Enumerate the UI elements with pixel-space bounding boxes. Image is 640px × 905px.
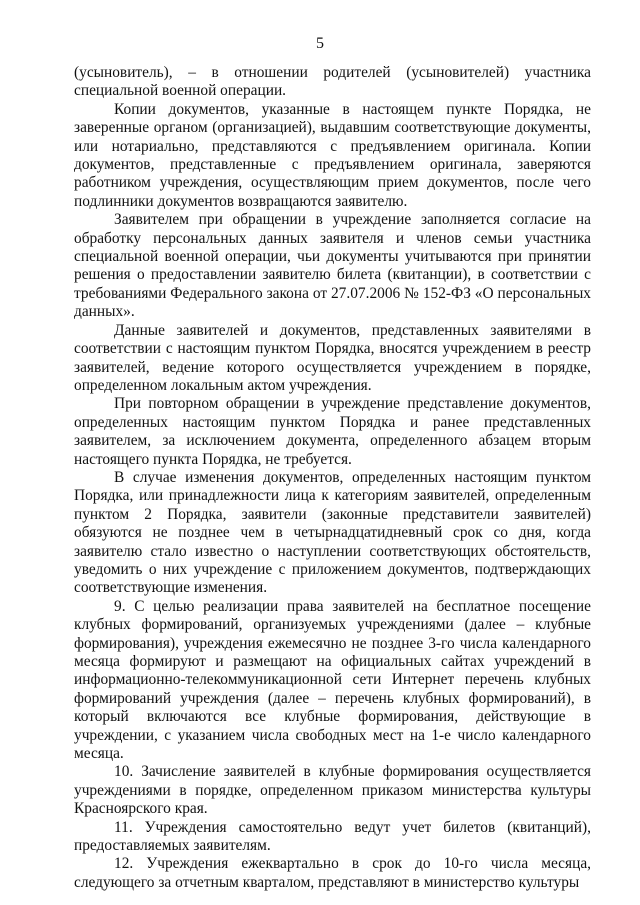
- paragraph-item-11: 11. Учреждения самостоятельно ведут учет билетов (квитанций), предоставляемых заявителям.: [74, 818, 591, 855]
- paragraph-item-9: 9. С целью реализации права заявителей на бесплатное посещение клубных формирований, организуемых учреждениями (далее – клубные формирования), учреждения ежемесячно не позднее 3-го числа календарного месяца формируют и размещают на официальных сайтах учреждений в информационно-телекоммуникационной сети Интернет перечень клубных формирований учреждения (далее – перечень клубных формирований), в который включаются все клубные формирования, действующие в учреждении, с указанием числа свободных мест на 1-е число календарного месяца.: [74, 597, 591, 763]
- paragraph-item-10: 10. Зачисление заявителей в клубные формирования осуществляется учреждениями в порядке, определенном приказом министерства культуры Красноярского края.: [74, 763, 591, 818]
- paragraph-repeat-application: При повторном обращении в учреждение представление документов, определенных настоящим пунктом Порядка и ранее представленных заявителем, за исключением документа, определенного абзацем вторым настоящего пункта Порядка, не требуется.: [74, 395, 591, 468]
- paragraph-document-changes: В случае изменения документов, определенных настоящим пунктом Порядка, или принадлежности лица к категориям заявителей, определенным пунктом 2 Порядка, заявители (законные представители заявителей) обязуются не позднее чем в четырнадцатидневный срок со дня, когда заявителю стало известно о наступлении соответствующих обстоятельств, уведомить о них учреждение с приложением документов, подтверждающих соответствующие изменения.: [74, 468, 591, 597]
- page-number: 5: [316, 35, 324, 52]
- paragraph-personal-data-consent: Заявителем при обращении в учреждение заполняется согласие на обработку персональных данных заявителя и членов семьи участника специальной военной операции, чьи документы учитываются при принятии решения о предоставлении заявителю билета (квитанции), в соответствии с требованиями Федерального закона от 27.07.2006 № 152-ФЗ «О персональных данных».: [74, 211, 591, 321]
- paragraph-document-copies: Копии документов, указанные в настоящем пункте Порядка, не заверенные органом (организацией), выдавшим соответствующие документы, или нотариально, представляются с предъявлением оригинала. Копии документов, представленные с предъявлением оригинала, заверяются работником учреждения, осуществляющим прием документов, после чего подлинники документов возвращаются заявителю.: [74, 100, 591, 210]
- paragraph-applicant-registry: Данные заявителей и документов, представленных заявителями в соответствии с настоящим пунктом Порядка, вносятся учреждением в реестр заявителей, ведение которого осуществляется учреждением в порядке, определенном локальным актом учреждения.: [74, 321, 591, 394]
- paragraph-continuation: (усыновитель), – в отношении родителей (усыновителей) участника специальной военной операции.: [74, 64, 591, 100]
- paragraph-item-12: 12. Учреждения ежеквартально в срок до 10-го числа месяца, следующего за отчетным кварталом, представляют в министерство культуры: [74, 855, 591, 891]
- document-body: [74, 64, 591, 892]
